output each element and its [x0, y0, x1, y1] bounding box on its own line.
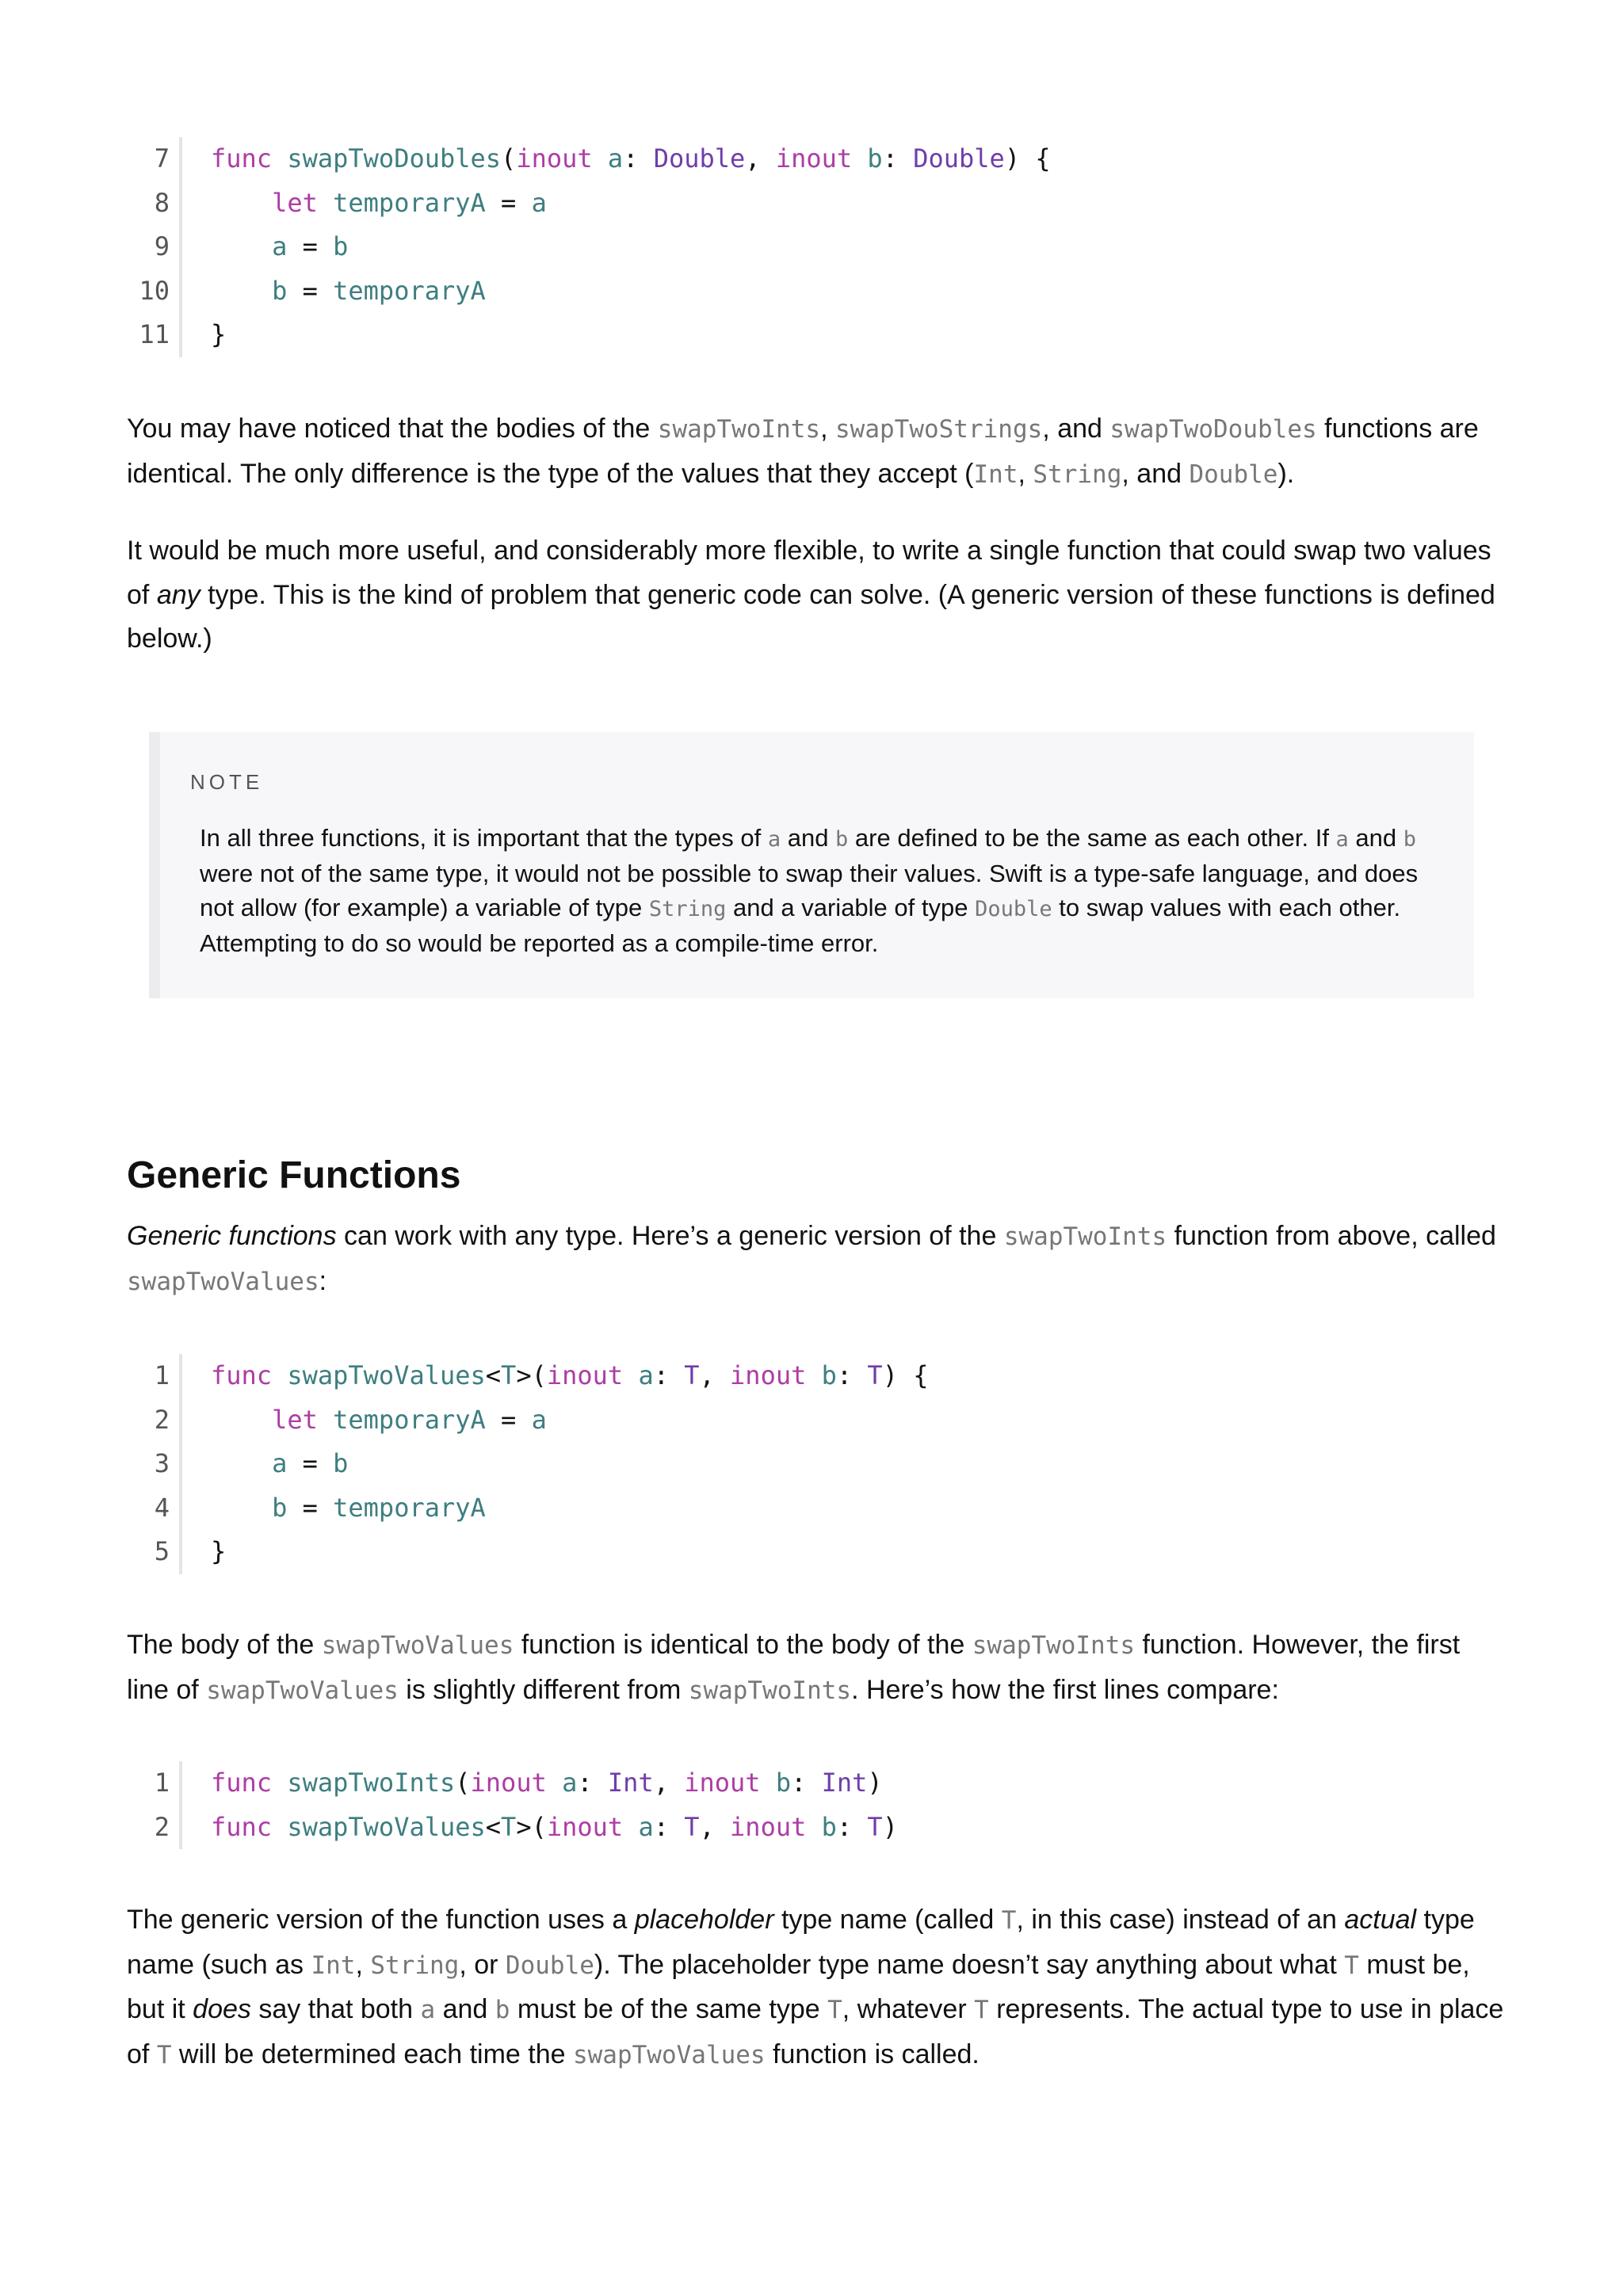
text: functions are identical. The only difference is the type of the values that they accept ( [127, 414, 1479, 489]
inline-code: swapTwoInts [657, 415, 821, 444]
emphasis: Generic functions [127, 1221, 337, 1251]
line-number: 2 [154, 1404, 170, 1435]
code-token: a [272, 231, 288, 261]
code-token [623, 1812, 638, 1842]
inline-code: swapTwoInts [688, 1676, 852, 1705]
code-token: inout [730, 1811, 807, 1842]
text: represents. The actual type to use in place of [127, 1994, 1504, 2069]
line-number: 3 [154, 1448, 170, 1478]
code-token: T [867, 1811, 883, 1842]
code-token [623, 1360, 638, 1390]
text: can work with any type. Here’s a generic version of the [336, 1221, 1004, 1251]
inline-code: swapTwoValues [572, 2040, 766, 2069]
code-token: inout [775, 143, 853, 174]
code-line [211, 225, 1051, 269]
paragraph [127, 407, 1506, 497]
text: will be determined each time the [171, 2039, 573, 2069]
code-token: func [211, 1360, 273, 1390]
code-token: : [882, 143, 914, 174]
code-token: swapTwoValues [287, 1811, 486, 1842]
code-token: func [211, 1768, 273, 1798]
code-token [211, 188, 272, 218]
text: function is identical to the body of the [514, 1630, 972, 1660]
code-line [211, 1486, 928, 1531]
line-number-gutter [119, 1354, 182, 1574]
code-token: ( [501, 143, 517, 174]
text: , in this case) instead of an [1016, 1905, 1345, 1935]
inline-code: a [767, 827, 781, 852]
code-token [211, 231, 272, 261]
text: , [355, 1949, 371, 1980]
code-token: let [272, 1404, 318, 1435]
text: must be, but it [127, 1949, 1470, 2024]
code-token: func [211, 143, 273, 174]
code-token: ) [867, 1768, 883, 1798]
text: were not of the same type, it would not be possible to swap their values. Swift is a type-safe language, and does not allow (for example) a variable of type [200, 860, 1419, 921]
code-token: Int [607, 1768, 654, 1798]
code-token: swapTwoDoubles [287, 143, 502, 174]
code-token: ) { [1004, 143, 1051, 174]
code-token: >( [516, 1811, 547, 1842]
inline-code: a [420, 1996, 436, 2024]
code-line [211, 1398, 928, 1443]
line-number: 9 [154, 231, 170, 261]
inline-code: String [370, 1951, 460, 1980]
inline-code: b [495, 1996, 510, 2024]
code-token: Double [913, 143, 1005, 174]
code-token [761, 1768, 776, 1798]
text: function from above, called [1167, 1221, 1496, 1251]
inline-code: Double [1189, 460, 1278, 489]
code-token [211, 276, 272, 306]
inline-code: swapTwoValues [206, 1676, 399, 1705]
emphasis: any [156, 579, 200, 610]
inline-code: Double [975, 897, 1052, 921]
inline-code: Double [505, 1951, 594, 1980]
code-token: , [745, 143, 776, 174]
code-token: temporaryA [333, 275, 486, 306]
code-token [211, 1448, 272, 1478]
code-line [211, 137, 1051, 181]
code-line [211, 313, 1051, 357]
code-line [211, 1530, 928, 1574]
code-token [593, 143, 608, 174]
inline-code: swapTwoInts [972, 1631, 1136, 1660]
code-line [211, 1354, 928, 1398]
code-token: b [333, 1448, 349, 1478]
code-token [547, 1768, 562, 1798]
code-token: b [333, 231, 349, 261]
code-token: , [699, 1811, 731, 1842]
paragraph [127, 1898, 1506, 2077]
code-token: a [272, 1448, 288, 1478]
code-line [211, 181, 1051, 226]
code-token: = [287, 231, 334, 261]
code-token: b [775, 1768, 792, 1798]
text: say that both [250, 1994, 421, 2024]
code-line [211, 1761, 898, 1806]
text: , and [1042, 414, 1110, 444]
text: and [781, 824, 836, 852]
inline-code: Int [973, 460, 1018, 489]
emphasis: does [193, 1994, 251, 2024]
code-token: , [653, 1768, 685, 1798]
code-token: = [287, 275, 334, 306]
inline-code: a [1335, 827, 1349, 852]
text: type name (such as [127, 1905, 1475, 1980]
line-number: 7 [154, 143, 170, 174]
inline-code: swapTwoInts [1003, 1222, 1167, 1251]
code-token: a [531, 1404, 547, 1435]
inline-code: T [1344, 1951, 1359, 1980]
code-lines [211, 1354, 928, 1574]
code-token [852, 143, 867, 174]
line-number: 2 [154, 1811, 170, 1842]
code-token: : [791, 1768, 822, 1798]
code-token: ) [882, 1811, 898, 1842]
code-token: let [272, 187, 318, 218]
text: and a variable of type [726, 894, 976, 921]
paragraph [127, 1623, 1506, 1713]
text: The generic version of the function uses a [127, 1905, 635, 1935]
inline-code: b [1403, 827, 1417, 852]
code-token: b [272, 275, 288, 306]
line-number: 8 [154, 187, 170, 218]
note-body [200, 821, 1444, 960]
code-token: inout [684, 1768, 761, 1798]
inline-code: T [974, 1996, 989, 2024]
inline-code: swapTwoValues [127, 1267, 319, 1296]
code-token: a [562, 1768, 578, 1798]
text: , [820, 414, 835, 444]
code-token: = [287, 1448, 334, 1478]
text: are defined to be the same as each other. If [848, 824, 1336, 852]
text: to swap values with each other. Attempting to do so would be reported as a compile-time error. [200, 894, 1401, 957]
code-token: ( [455, 1768, 471, 1798]
inline-code: T [827, 1996, 842, 2024]
code-token: T [501, 1360, 517, 1390]
code-token: T [684, 1360, 700, 1390]
text: and [435, 1994, 495, 2024]
code-token: a [607, 143, 624, 174]
emphasis: actual [1344, 1905, 1417, 1935]
code-lines [211, 137, 1051, 357]
code-token [318, 188, 333, 218]
text: , and [1121, 458, 1190, 489]
section-heading: Generic Functions [127, 1154, 461, 1196]
code-token [211, 1493, 272, 1523]
code-token: < [485, 1811, 502, 1842]
code-line [211, 1806, 898, 1850]
inline-code: swapTwoDoubles [1109, 415, 1317, 444]
code-token: } [211, 319, 227, 349]
inline-code: String [1033, 460, 1122, 489]
text: type name (called [773, 1905, 1002, 1935]
code-token: Int [821, 1768, 868, 1798]
code-token: b [272, 1492, 288, 1523]
text: The body of the [127, 1630, 322, 1660]
text: function. However, the first line of [127, 1630, 1461, 1705]
inline-code: String [648, 897, 727, 921]
inline-code: T [1001, 1906, 1017, 1935]
code-token [211, 1405, 272, 1435]
code-lines [211, 1761, 898, 1849]
code-token: inout [516, 143, 593, 174]
code-token: , [699, 1360, 731, 1390]
code-token [318, 1405, 333, 1435]
inline-code: swapTwoValues [321, 1631, 514, 1660]
code-token: : [577, 1768, 608, 1798]
code-token [272, 1768, 287, 1798]
code-token: < [485, 1360, 502, 1390]
text: : [319, 1265, 327, 1296]
code-token [806, 1812, 821, 1842]
code-token: : [653, 1811, 685, 1842]
code-token: temporaryA [333, 1492, 486, 1523]
paragraph [127, 1215, 1506, 1304]
code-token: : [653, 1360, 685, 1390]
code-token: } [211, 1536, 227, 1566]
line-number: 4 [154, 1492, 170, 1523]
text: must be of the same type [510, 1994, 828, 2024]
line-number: 10 [139, 275, 170, 306]
code-token: func [211, 1811, 273, 1842]
code-line [211, 269, 1051, 314]
text: ). [1277, 458, 1295, 489]
code-line [211, 1442, 928, 1486]
code-token: = [485, 187, 532, 218]
text: In all three functions, it is important that the types of [200, 824, 768, 852]
text: function is called. [765, 2039, 980, 2069]
code-token: T [867, 1360, 883, 1390]
code-token: : [836, 1360, 868, 1390]
text: It would be much more useful, and considerably more flexible, to write a single function that could swap two values of [127, 536, 1491, 610]
inline-code: b [835, 827, 849, 852]
line-number-gutter [119, 137, 182, 357]
text: ). The placeholder type name doesn’t say anything about what [594, 1949, 1345, 1980]
text: type. This is the kind of problem that generic code can solve. (A generic version of these functions is defined below.) [127, 579, 1495, 654]
code-token [272, 1360, 287, 1390]
inline-code: Int [311, 1951, 356, 1980]
note-title: NOTE [190, 770, 264, 794]
code-token: T [684, 1811, 700, 1842]
code-token: b [821, 1811, 837, 1842]
code-token: temporaryA [333, 1404, 486, 1435]
code-token: : [836, 1811, 868, 1842]
code-token: Double [653, 143, 746, 174]
line-number: 11 [139, 319, 170, 349]
text: and [1348, 824, 1403, 852]
code-token: temporaryA [333, 187, 486, 218]
text: , [1018, 458, 1033, 489]
code-token: swapTwoInts [287, 1768, 456, 1798]
code-token: T [501, 1811, 517, 1842]
code-token: = [485, 1404, 532, 1435]
code-token: inout [730, 1360, 807, 1390]
code-token: b [867, 143, 883, 174]
line-number: 1 [154, 1768, 170, 1798]
code-token: a [531, 187, 547, 218]
code-token [272, 143, 287, 174]
emphasis: placeholder [634, 1905, 774, 1935]
code-token [272, 1812, 287, 1842]
code-token: : [623, 143, 654, 174]
line-number: 5 [154, 1536, 170, 1566]
code-token: a [638, 1811, 654, 1842]
line-number-gutter [119, 1761, 182, 1849]
paragraph [127, 529, 1506, 662]
text: is slightly different from [398, 1674, 689, 1705]
code-token: a [638, 1360, 654, 1390]
text: , or [459, 1949, 506, 1980]
code-token [806, 1360, 821, 1390]
code-token: inout [546, 1360, 624, 1390]
code-token: b [821, 1360, 837, 1390]
code-token: = [287, 1492, 334, 1523]
text: , whatever [842, 1994, 975, 2024]
code-token: swapTwoValues [287, 1360, 486, 1390]
code-token: inout [470, 1768, 547, 1798]
text: You may have noticed that the bodies of the [127, 414, 658, 444]
code-token: >( [516, 1360, 547, 1390]
code-token: inout [546, 1811, 624, 1842]
line-number: 1 [154, 1360, 170, 1390]
code-token: ) { [882, 1360, 929, 1390]
inline-code: swapTwoStrings [835, 415, 1043, 444]
text: . Here’s how the first lines compare: [851, 1674, 1279, 1705]
inline-code: T [156, 2040, 172, 2069]
